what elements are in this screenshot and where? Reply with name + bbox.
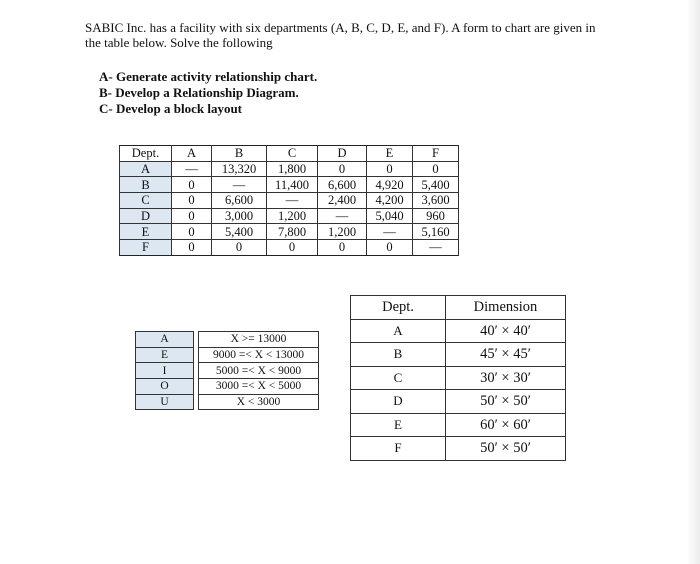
table-cell: 1,800 [267, 161, 318, 177]
dept-cell: F [351, 437, 446, 461]
table-header-row [120, 146, 459, 162]
code-cell: I [136, 363, 194, 379]
table-cell: 2,400 [318, 193, 367, 209]
task-b: B- Develop a Relationship Diagram. [99, 85, 299, 100]
task-a: A- Generate activity relationship chart. [99, 69, 318, 84]
department-dimension-table [350, 295, 566, 461]
code-cell: E [136, 347, 194, 363]
table-cell: 0 [367, 161, 413, 177]
table-cell: 0 [318, 240, 367, 256]
table-cell: 0 [172, 208, 212, 224]
table-row [120, 240, 459, 256]
header-cell: E [367, 146, 413, 162]
dept-cell: F [120, 240, 172, 256]
table-cell: 0 [212, 240, 267, 256]
table-cell: — [413, 240, 459, 256]
header-cell: B [212, 146, 267, 162]
header-cell: F [413, 146, 459, 162]
dept-cell: E [120, 224, 172, 240]
dept-cell: D [120, 208, 172, 224]
table-cell: 1,200 [267, 208, 318, 224]
table-cell: 7,800 [267, 224, 318, 240]
range-cell: X >= 13000 [199, 332, 319, 348]
table-cell: 960 [413, 208, 459, 224]
problem-statement: SABIC Inc. has a facility with six departments (A, B, C, D, E, and F). A form to chart are given in the table below. Solve the following [85, 20, 596, 50]
table-row [136, 394, 319, 410]
table-row [120, 177, 459, 193]
header-cell: Dept. [120, 146, 172, 162]
table-cell: 5,040 [367, 208, 413, 224]
dept-cell: A [120, 161, 172, 177]
table-cell: — [212, 177, 267, 193]
header-cell: C [267, 146, 318, 162]
table-cell: — [172, 161, 212, 177]
table-row [120, 224, 459, 240]
from-to-chart-table [119, 145, 459, 256]
dimension-cell: 40′ × 40′ [446, 319, 566, 343]
table-cell: 5,400 [413, 177, 459, 193]
table-cell: 0 [413, 161, 459, 177]
table-row [136, 347, 319, 363]
dept-cell: C [120, 193, 172, 209]
dept-cell: B [351, 343, 446, 367]
table-cell: 1,200 [318, 224, 367, 240]
table-row [136, 363, 319, 379]
header-cell: Dept. [351, 296, 446, 320]
dept-cell: A [351, 319, 446, 343]
range-cell: 3000 =< X < 5000 [199, 379, 319, 395]
table-cell: 11,400 [267, 177, 318, 193]
task-c: C- Develop a block layout [99, 101, 242, 116]
page-edge-shadow [686, 0, 700, 564]
table-cell: 5,400 [212, 224, 267, 240]
table-cell: 4,920 [367, 177, 413, 193]
relationship-code-table [135, 331, 319, 410]
dimension-cell: 45′ × 45′ [446, 343, 566, 367]
table-row [351, 343, 566, 367]
table-cell: 0 [367, 240, 413, 256]
table-cell: 4,200 [367, 193, 413, 209]
dept-cell: E [351, 413, 446, 437]
dimension-cell: 60′ × 60′ [446, 413, 566, 437]
table-cell: — [367, 224, 413, 240]
table-cell: 0 [267, 240, 318, 256]
dimension-cell: 30′ × 30′ [446, 366, 566, 390]
dimension-cell: 50′ × 50′ [446, 390, 566, 414]
dept-cell: C [351, 366, 446, 390]
table-cell: 0 [172, 177, 212, 193]
table-cell: 0 [318, 161, 367, 177]
table-row [120, 161, 459, 177]
table-row [136, 379, 319, 395]
task-list [99, 69, 317, 117]
table-row [351, 437, 566, 461]
code-cell: U [136, 394, 194, 410]
table-cell: 13,320 [212, 161, 267, 177]
table-row [351, 366, 566, 390]
table-header-row [351, 296, 566, 320]
table-cell: 0 [172, 193, 212, 209]
table-cell: 5,160 [413, 224, 459, 240]
header-cell: D [318, 146, 367, 162]
range-cell: 9000 =< X < 13000 [199, 347, 319, 363]
table-cell: 6,600 [318, 177, 367, 193]
dimension-cell: 50′ × 50′ [446, 437, 566, 461]
table-cell: 3,600 [413, 193, 459, 209]
range-cell: 5000 =< X < 9000 [199, 363, 319, 379]
dept-cell: D [351, 390, 446, 414]
code-cell: O [136, 379, 194, 395]
table-row [120, 208, 459, 224]
table-row [351, 413, 566, 437]
header-cell: Dimension [446, 296, 566, 320]
table-cell: 6,600 [212, 193, 267, 209]
table-row [120, 193, 459, 209]
range-cell: X < 3000 [199, 394, 319, 410]
dept-cell: B [120, 177, 172, 193]
code-cell: A [136, 332, 194, 348]
table-cell: 3,000 [212, 208, 267, 224]
table-cell: — [267, 193, 318, 209]
table-cell: — [318, 208, 367, 224]
header-cell: A [172, 146, 212, 162]
table-row [351, 319, 566, 343]
table-row [136, 332, 319, 348]
table-cell: 0 [172, 224, 212, 240]
table-row [351, 390, 566, 414]
table-cell: 0 [172, 240, 212, 256]
